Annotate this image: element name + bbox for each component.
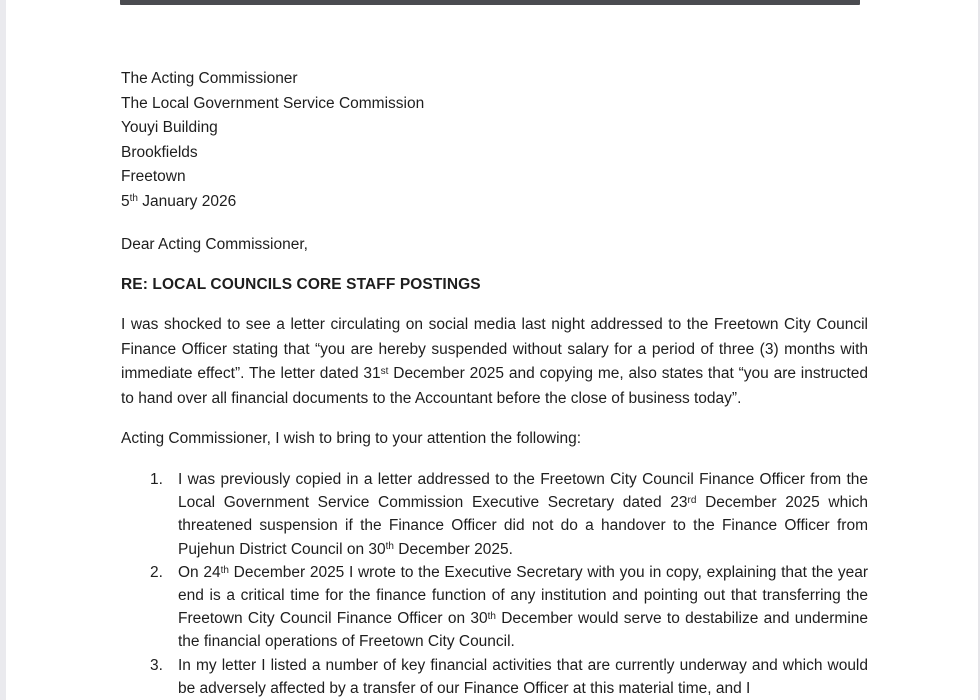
list-item bbox=[121, 654, 868, 700]
list-item-number: 2. bbox=[150, 563, 163, 581]
subject-line: RE: LOCAL COUNCILS CORE STAFF POSTINGS bbox=[121, 275, 481, 293]
opening-paragraph: I was shocked to see a letter circulating on social media last night addressed to the Freetown City Council Finance Officer stating that “you are hereby suspended without salary for a period of three (3) months with immediate effect”. The letter dated 31st December 2025 and copying me, also states that “you are instructed to hand over all financial documents to the Accountant before the close of business today”. bbox=[121, 316, 868, 407]
page-left-edge bbox=[0, 0, 6, 700]
list-item bbox=[121, 468, 868, 561]
list-intro: Acting Commissioner, I wish to bring to your attention the following: bbox=[121, 430, 582, 447]
recipient-line: Freetown bbox=[121, 168, 186, 185]
list-item-text: I was previously copied in a letter addressed to the Freetown City Council Finance Officer from the Local Government Service Commission Executive Secretary dated 23rd December 2025 which threatened suspension if the Finance Officer did not do a handover to the Finance Officer from Pujehun District Council on 30th December 2025. bbox=[178, 471, 869, 558]
recipient-line: The Local Government Service Commission bbox=[121, 94, 425, 112]
recipient-line: Youyi Building bbox=[121, 119, 218, 136]
recipient-line: The Acting Commissioner bbox=[121, 70, 298, 87]
recipient-block bbox=[121, 67, 868, 214]
letter-body bbox=[121, 0, 868, 700]
recipient-line: Brookfields bbox=[121, 143, 198, 161]
list-item-number: 1. bbox=[150, 471, 163, 488]
list-item-text: On 24th December 2025 I wrote to the Executive Secretary with you in copy, explaining that the year end is a critical time for the finance function of any institution and pointing out that transferring the Freetown City Council Finance Officer on 30th December would serve to destabilize and undermine the financial operations of Freetown City Council. bbox=[178, 563, 869, 651]
date-line: 5th January 2026 bbox=[121, 192, 237, 210]
list-item bbox=[121, 561, 868, 654]
list-item-text: In my letter I listed a number of key financial activities that are currently underway and which would be adversely affected by a transfer of our Finance Officer at this material time, and I bbox=[178, 656, 868, 697]
numbered-list bbox=[121, 468, 868, 700]
list-item-number: 3. bbox=[150, 656, 163, 674]
salutation: Dear Acting Commissioner, bbox=[121, 236, 308, 253]
